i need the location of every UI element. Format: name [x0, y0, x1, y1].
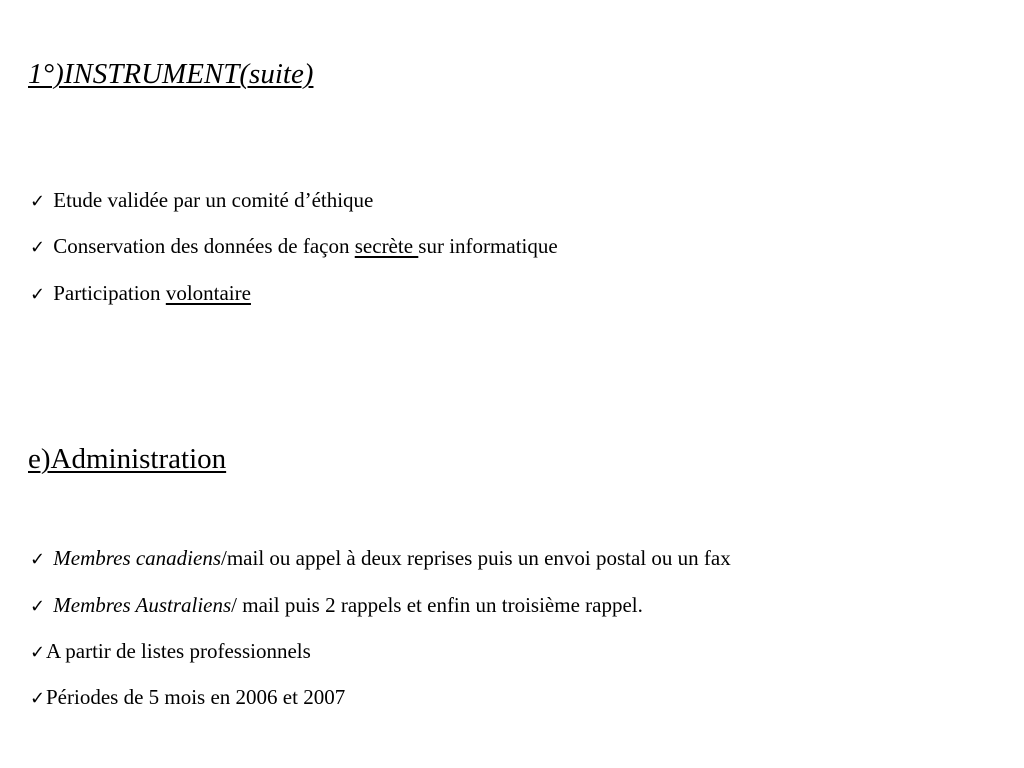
admin-item-text: /mail ou appel à deux reprises puis un envoi postal ou un fax [221, 546, 731, 570]
admin-item-lists [30, 639, 311, 664]
admin-item-canadian [30, 546, 731, 571]
admin-item-group: Membres Australiens [53, 593, 232, 617]
admin-item-group: Membres canadiens [53, 546, 222, 570]
instrument-item-text: Participation [53, 281, 166, 305]
admin-item-text: Périodes de 5 mois en 2006 et 2007 [46, 685, 346, 709]
page-title: 1°)INSTRUMENT(suite) [28, 58, 314, 90]
admin-item-text: / mail puis 2 rappels et enfin un troisième rappel. [231, 593, 643, 617]
instrument-item-text: Conservation des données de façon [53, 234, 355, 258]
checkmark-icon: ✓ [30, 688, 46, 709]
instrument-item-text-end: sur informatique [418, 234, 558, 258]
underlined-word: secrète [354, 234, 419, 258]
checkmark-icon: ✓ [30, 191, 46, 212]
instrument-item-participation [30, 281, 251, 306]
section-title: e)Administration [28, 443, 227, 475]
instrument-item-conservation [30, 234, 558, 259]
underlined-word: volontaire [165, 281, 251, 305]
instrument-item-ethics [30, 188, 373, 213]
admin-item-text: A partir de listes professionnels [46, 639, 311, 663]
checkmark-icon: ✓ [30, 596, 46, 617]
checkmark-icon: ✓ [30, 284, 46, 305]
admin-item-periods [30, 685, 345, 710]
admin-item-australian [30, 593, 643, 618]
checkmark-icon: ✓ [30, 549, 46, 570]
checkmark-icon: ✓ [30, 642, 46, 663]
instrument-item-text: Etude validée par un comité d’éthique [53, 188, 374, 212]
checkmark-icon: ✓ [30, 237, 46, 258]
